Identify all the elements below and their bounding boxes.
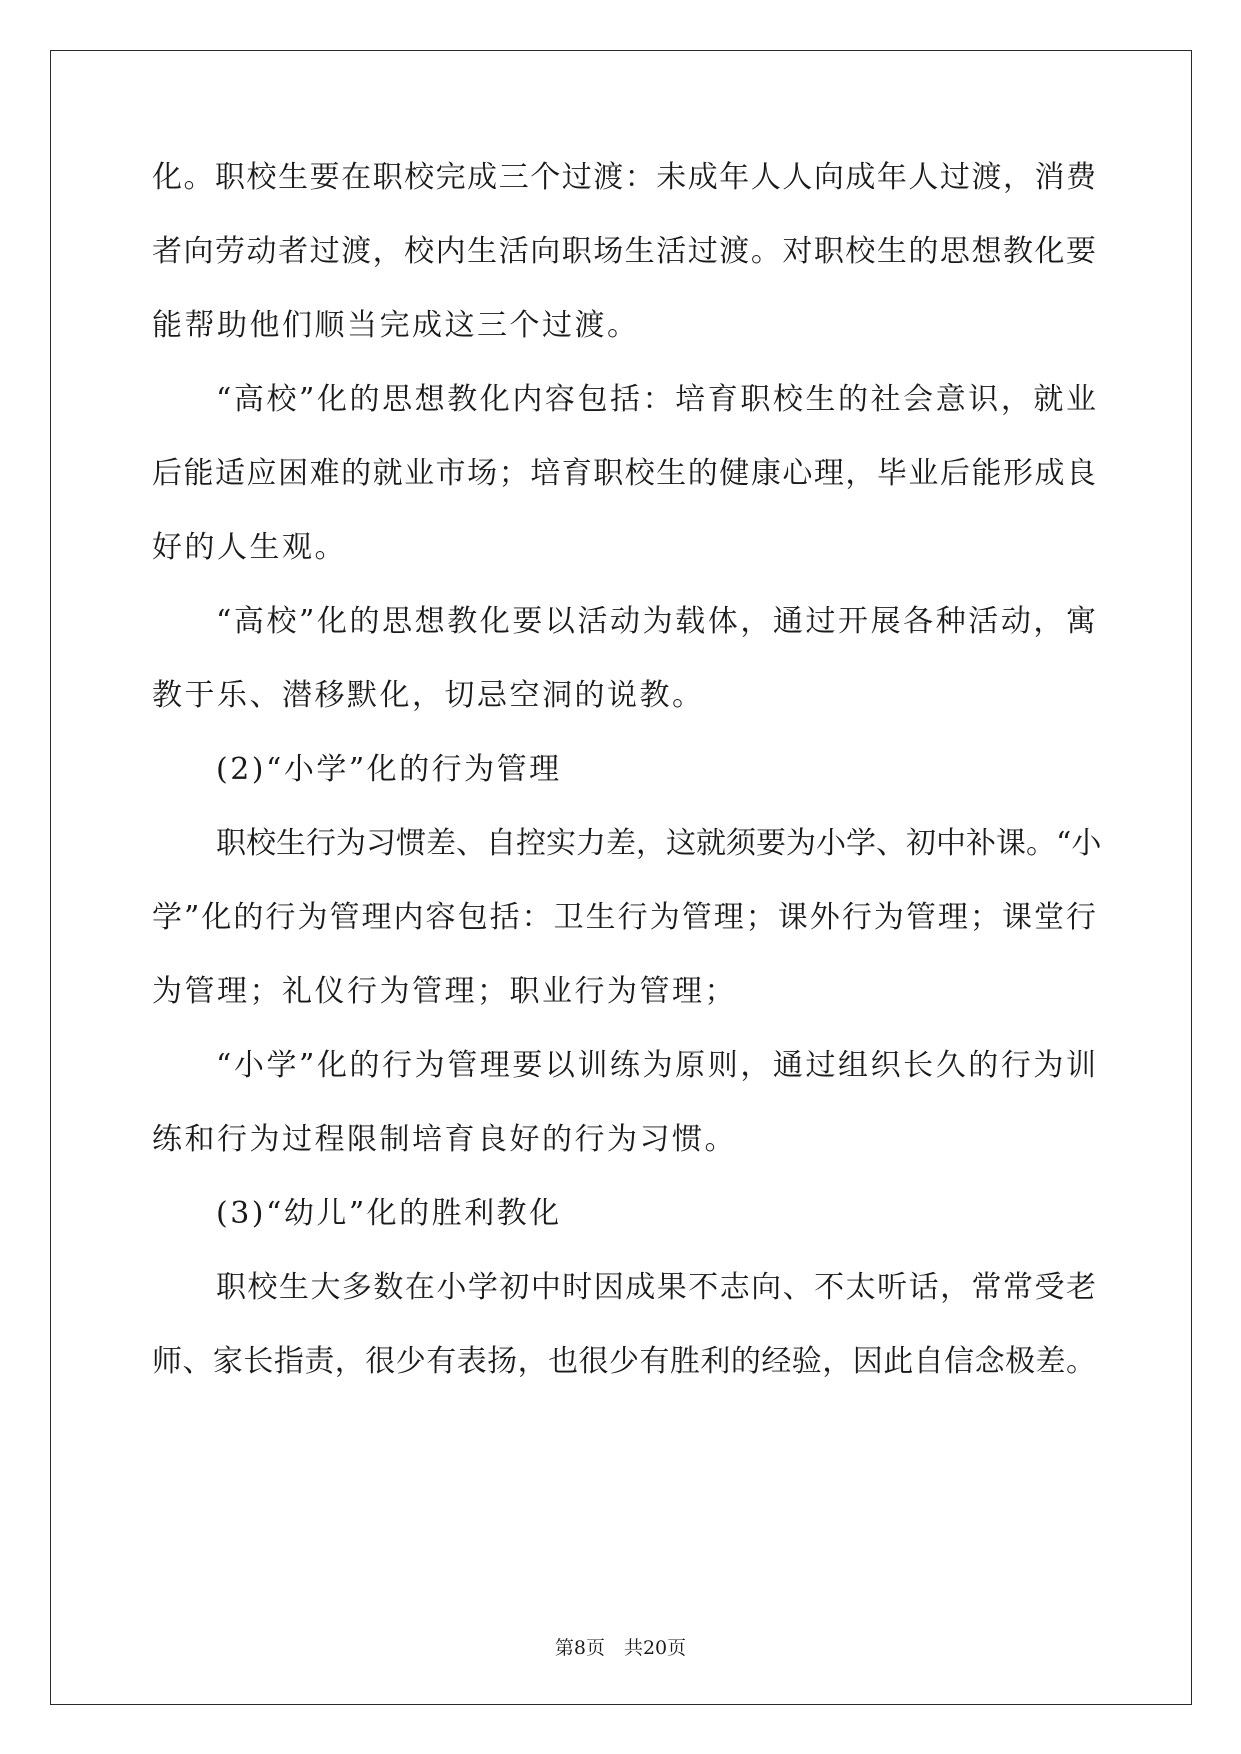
text-line: 能帮助他们顺当完成这三个过渡。 <box>152 308 640 343</box>
text-line: 后能适应困难的就业市场；培育职校生的健康心理，毕业后能形成良 <box>152 456 1096 491</box>
paragraph-start: “高校”化的思想教化内容包括：培育职校生的社会意识，就业 <box>216 382 1096 417</box>
text-line: 化。职校生要在职校完成三个过渡：未成年人人向成年人过渡，消费 <box>152 160 1096 195</box>
text-line: 教于乐、潜移默化，切忌空洞的说教。 <box>152 678 705 713</box>
text-line: 者向劳动者过渡，校内生活向职场生活过渡。对职校生的思想教化要 <box>152 234 1096 269</box>
paragraph-start: “小学”化的行为管理要以训练为原则，通过组织长久的行为训 <box>216 1048 1096 1083</box>
section-heading: (2)“小学”化的行为管理 <box>216 752 562 787</box>
page-footer: 第8页 共20页 <box>554 1637 687 1659</box>
text-line: 好的人生观。 <box>152 530 347 565</box>
paragraph-start: “高校”化的思想教化要以活动为载体，通过开展各种活动，寓 <box>216 604 1096 639</box>
text-line: 为管理；礼仪行为管理；职业行为管理； <box>152 974 737 1009</box>
page-border <box>50 50 1192 1705</box>
text-line: 师、家长指责，很少有表扬，也很少有胜利的经验，因此自信念极差。 <box>152 1344 1096 1379</box>
text-line: 学”化的行为管理内容包括：卫生行为管理；课外行为管理；课堂行 <box>152 900 1096 935</box>
paragraph-start: 职校生大多数在小学初中时因成果不志向、不太听话，常常受老 <box>216 1270 1096 1305</box>
paragraph-start: 职校生行为习惯差、自控实力差，这就须要为小学、初中补课。“小 <box>216 826 1102 861</box>
text-line: 练和行为过程限制培育良好的行为习惯。 <box>152 1122 737 1157</box>
section-heading: (3)“幼儿”化的胜利教化 <box>216 1196 562 1231</box>
